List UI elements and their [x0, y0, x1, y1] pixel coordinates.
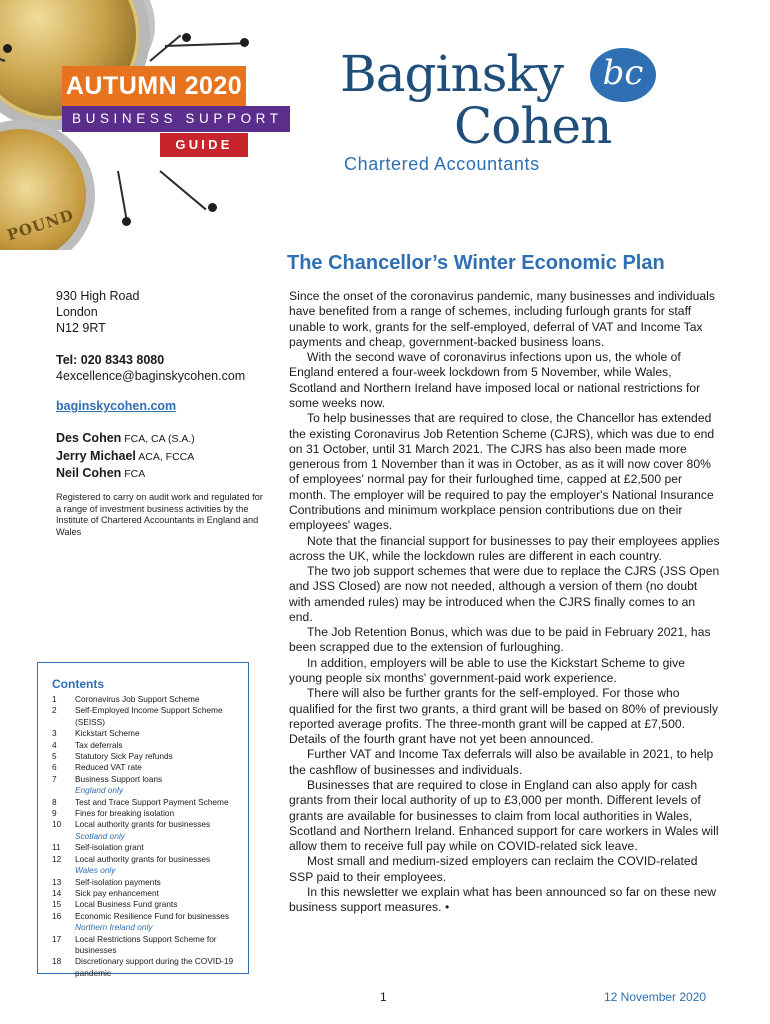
address-line: N12 9RT [56, 321, 106, 335]
guide-label-banner: GUIDE [160, 133, 248, 157]
contents-item-label: Local authority grants for businesses [75, 853, 211, 864]
contents-item-number: 7 [52, 773, 57, 784]
article-paragraph: Note that the financial support for businesses to pay their employees applies across the UK, while the lockdown rules are different in each country. [289, 533, 720, 563]
partner-qualifications: ACA, FCCA [135, 450, 195, 463]
contents-item-number: 16 [52, 910, 62, 921]
contents-item-label: Northern Ireland only [75, 922, 153, 933]
contents-item-number: 2 [52, 705, 57, 716]
article-paragraph: To help businesses that are required to close, the Chancellor has extended the existing Coronavirus Job Retention Scheme (CJRS), which was due to end on 31 October, until 31 March 2021. The CJRS has also been made more generous from 1 November than it was in October, as as it will now cover 80% of employees' normal pay for their furloughed time, capped at £2,500 per month. The employer will be required to pay the employer's National Insurance Contributions and minimum workplace pension contributions due on their employees' wages. [289, 411, 715, 533]
contents-item[interactable] [52, 819, 248, 830]
contents-region-heading [52, 865, 248, 876]
issue-title-banner: AUTUMN 2020 [62, 66, 246, 106]
decorative-pin-head [122, 217, 131, 226]
contents-item[interactable] [52, 728, 248, 739]
contents-item[interactable] [52, 877, 248, 888]
article-paragraph: Further VAT and Income Tax deferrals will also be available in 2021, to help the cashflow of businesses and individuals. [289, 747, 714, 777]
contents-item-number: 12 [52, 853, 62, 864]
contents-item-label: Reduced VAT rate [75, 762, 142, 773]
article-paragraph: The Job Retention Bonus, which was due to be paid in February 2021, has been scrapped due to the extension of furloughing. [289, 625, 711, 655]
article-paragraph: There will also be further grants for the self-employed. For those who qualified for the first two grants, a third grant will be based on 80% of previously reported average profits. The three-month grant will be capped at £7,500. Details of the fourth grant have not yet been announced. [289, 686, 719, 747]
contents-region-heading [52, 831, 248, 842]
partner-qualifications: FCA, CA (S.A.) [121, 433, 195, 445]
contents-region-heading [52, 922, 248, 933]
contents-item-label: Local Business Fund grants [75, 899, 178, 910]
decorative-pin-head [208, 203, 217, 212]
article-paragraph: Since the onset of the coronavirus pandemic, many businesses and individuals have benefited from a range of schemes, including furlough grants for staff unable to work, grants for the self-employed, deferral of VAT and Income Tax payments and cheap, government-backed business loans. [289, 289, 715, 349]
contents-item-label: Kickstart Scheme [75, 728, 140, 739]
contents-item-label: Tax deferrals [75, 739, 123, 750]
contents-item[interactable] [52, 774, 248, 785]
company-logo [340, 44, 670, 184]
website-link[interactable]: baginskycohen.com [56, 399, 177, 413]
contents-item-label: Self-isolation grant [75, 842, 144, 853]
partner-list [56, 430, 195, 483]
decorative-pin [117, 171, 128, 221]
contents-item-number: 17 [52, 933, 62, 944]
contents-item-number: 10 [52, 819, 62, 830]
contents-title: Contents [52, 677, 104, 691]
contents-item-label: Local Restrictions Support Scheme for businesses [75, 933, 217, 955]
article-paragraph: The two job support schemes that were due to replace the CJRS (JSS Open and JSS Closed) are now not needed, although a version of them (no doubt with amended rules) may be introduced when the CJRS finally comes to an end. [289, 564, 720, 624]
decorative-pin [159, 170, 206, 210]
decorative-pin [165, 42, 245, 47]
contents-item-number: 13 [52, 876, 62, 887]
partner-name: Jerry Michael [56, 448, 136, 463]
article-paragraph: In this newsletter we explain what has been announced so far on these new business support measures. • [289, 884, 717, 915]
page-number: 1 [380, 990, 387, 1004]
coin-inscription: POUND [4, 205, 77, 245]
article-headline: The Chancellor’s Winter Economic Plan [287, 252, 665, 274]
contents-box [37, 662, 249, 978]
email-address[interactable]: 4excellence@baginskycohen.com [56, 369, 246, 383]
partner-entry [56, 465, 195, 483]
regulatory-statement: Registered to carry on audit work and regulated for a range of investment business activities by the Institute of Chartered Accountants in England and Wales [56, 492, 263, 538]
contents-item-label: Sick pay enhancement [75, 887, 159, 898]
contents-item[interactable] [52, 854, 248, 865]
contents-item-number: 8 [52, 796, 57, 807]
contents-list [52, 694, 248, 979]
contents-item-number: 11 [52, 842, 61, 853]
contents-item-label: Business Support loans [75, 773, 163, 784]
contents-item-label: Economic Resilience Fund for businesses [75, 910, 230, 921]
article-body [289, 289, 721, 916]
logo-wordmark-line2: Cohen [454, 97, 612, 155]
contents-item[interactable] [52, 751, 248, 762]
address-line: 930 High Road [56, 289, 140, 303]
partner-name: Des Cohen [56, 431, 122, 445]
logo-monogram-icon: bc [590, 48, 656, 102]
partner-name: Neil Cohen [56, 466, 122, 480]
contents-item[interactable] [52, 934, 248, 957]
contents-item-label: Self-Employed Income Support Scheme (SEISS) [75, 705, 223, 727]
contents-item-number: 1 [52, 694, 57, 704]
logo-wordmark-line1: Baginsky [340, 45, 563, 103]
partner-entry [56, 430, 195, 448]
decorative-pin-head [182, 33, 191, 42]
contents-item-number: 6 [52, 762, 57, 773]
contents-item[interactable] [52, 797, 248, 808]
contents-item-number: 15 [52, 899, 62, 910]
contents-item-label: England only [75, 785, 123, 796]
contents-region-heading [52, 785, 248, 796]
contents-item-label: Fines for breaking isolation [75, 808, 175, 819]
contents-item[interactable] [52, 911, 248, 922]
contents-item[interactable] [52, 899, 248, 910]
decorative-pin-head [240, 38, 249, 47]
contents-item-number: 9 [52, 808, 57, 819]
contents-item[interactable] [52, 694, 248, 705]
contents-item-label: Local authority grants for businesses [75, 819, 211, 830]
contents-item[interactable] [52, 705, 248, 728]
logo-subtitle: Chartered Accountants [344, 154, 540, 174]
article-paragraph: Most small and medium-sized employers can reclaim the COVID-related SSP paid to their employees. [289, 854, 698, 884]
contents-item-number: 5 [52, 751, 57, 762]
contents-item-label: Scotland only [75, 830, 125, 841]
address-line: London [56, 305, 98, 319]
contents-item-number: 18 [52, 956, 62, 967]
contents-item-number: 3 [52, 728, 57, 739]
contents-item-label: Wales only [75, 865, 116, 876]
partner-entry [56, 448, 195, 466]
contents-item[interactable] [52, 740, 248, 751]
contents-item-label: Test and Trace Support Payment Scheme [75, 796, 229, 807]
publication-date: 12 November 2020 [604, 990, 707, 1004]
decorative-pin-head [3, 44, 12, 53]
contents-item-label: Self-isolation payments [75, 876, 161, 887]
contents-item[interactable] [52, 956, 248, 979]
article-paragraph: Businesses that are required to close in England can also apply for cash grants from their local authority of up to £3,000 per month. Different levels of grants are available for businesses to claim from local authorities in Wales, Scotland and Northern Ireland. Enhanced support for care workers in Wales will allow them to receive full pay while on COVID-related sick leave. [289, 778, 719, 854]
guide-subtitle-banner: BUSINESS SUPPORT [62, 106, 290, 132]
decorative-pin [149, 35, 181, 62]
partner-qualifications: FCA [121, 468, 146, 480]
contents-item-number: 14 [52, 887, 62, 898]
article-paragraph: With the second wave of coronavirus infections upon us, the whole of England entered a four-week lockdown from 5 November, while Wales, Scotland and Northern Ireland have imposed local or national restrictions for some weeks now. [289, 350, 701, 410]
contact-details [56, 352, 281, 384]
contents-item-label: Discretionary support during the COVID-19 pandemic [75, 956, 234, 978]
contents-item-label: Statutory Sick Pay refunds [75, 751, 173, 762]
contents-item[interactable] [52, 842, 248, 853]
telephone-number: Tel: 020 8343 8080 [56, 353, 165, 367]
contents-item[interactable] [52, 808, 248, 819]
contents-item[interactable] [52, 762, 248, 773]
contents-item-label: Coronavirus Job Support Scheme [75, 694, 200, 704]
office-address [56, 288, 276, 336]
contents-item[interactable] [52, 888, 248, 899]
article-paragraph: In addition, employers will be able to use the Kickstart Scheme to give young people six months' government-paid work experience. [289, 655, 685, 686]
contents-item-number: 4 [52, 739, 57, 750]
